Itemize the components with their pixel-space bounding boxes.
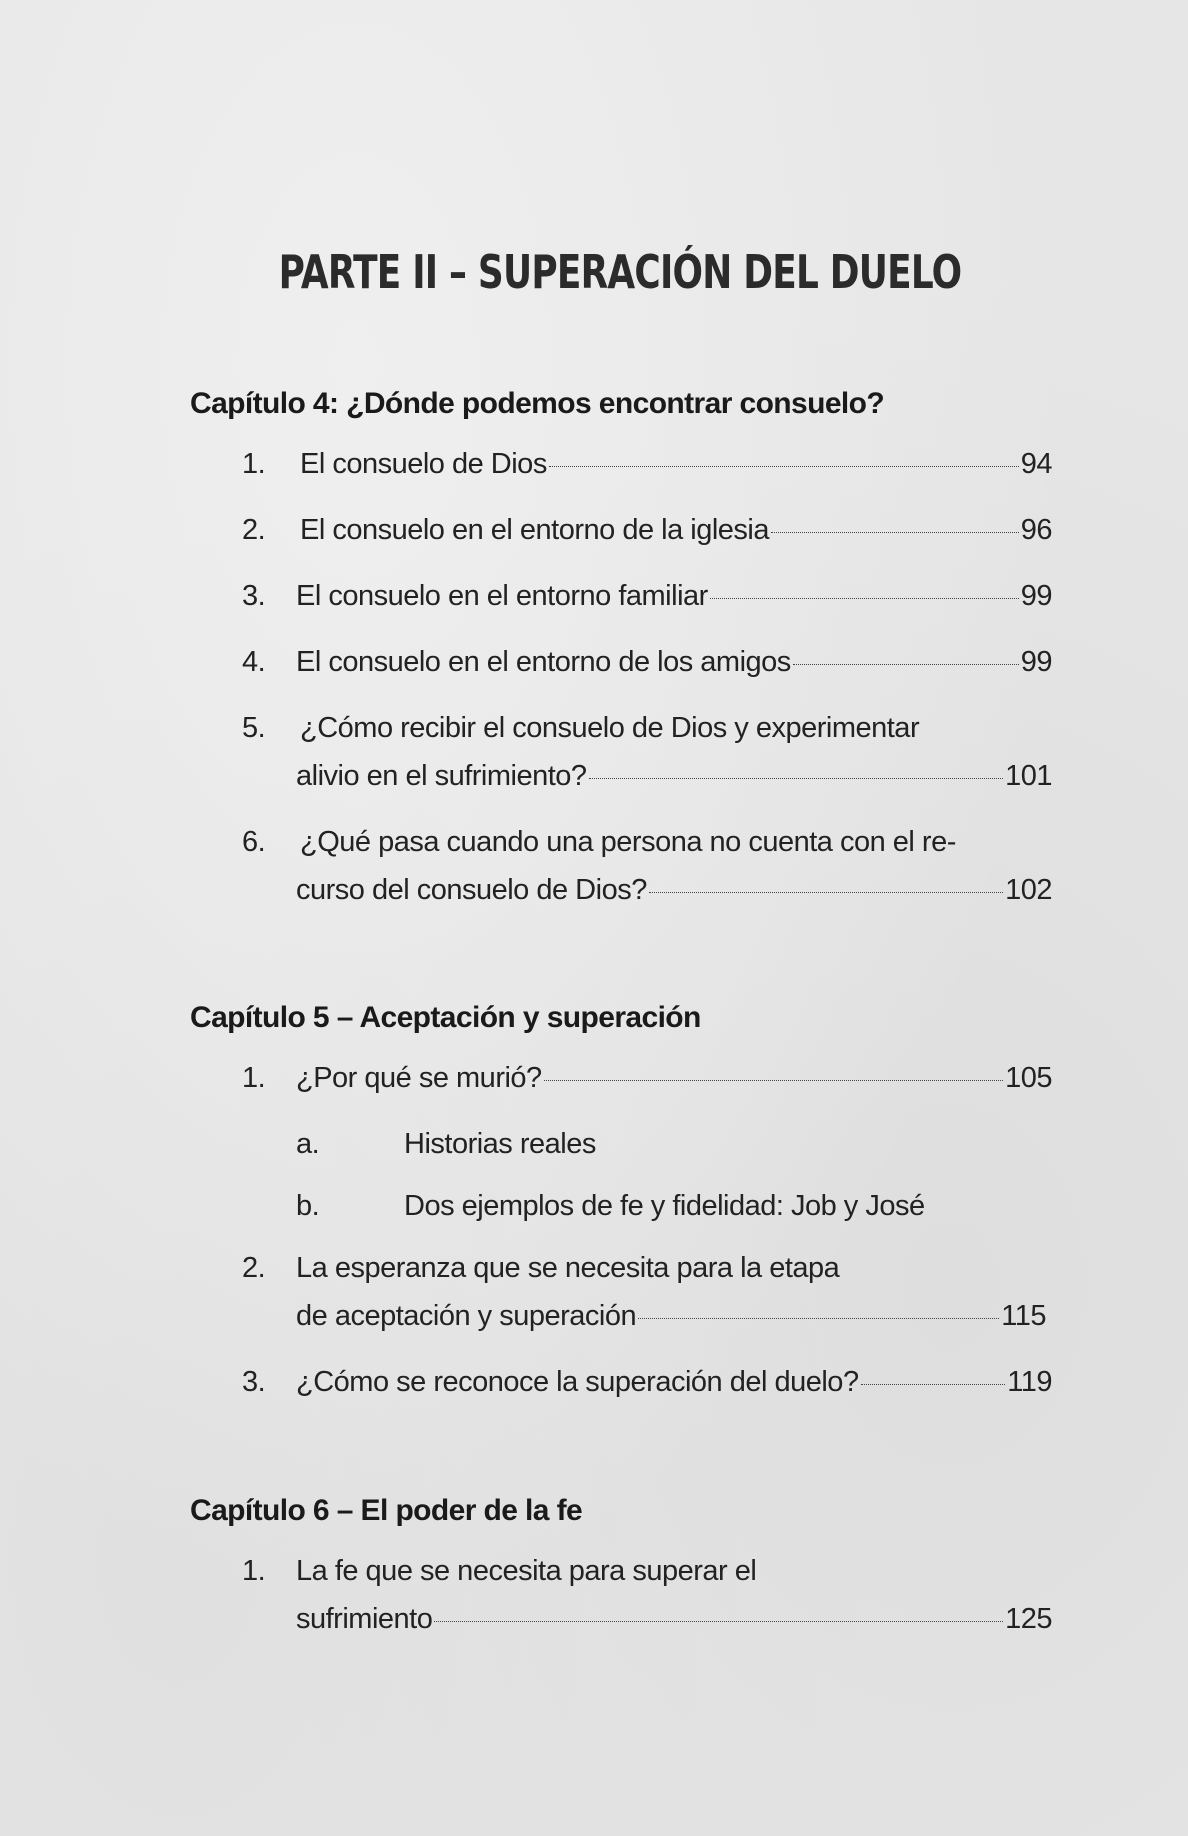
- dot-leader: [710, 598, 1019, 599]
- page-number: 94: [1020, 448, 1052, 480]
- entry-text: curso del consuelo de Dios?: [296, 874, 647, 906]
- entry-text: La esperanza que se necesita para la etapa: [296, 1252, 840, 1284]
- page-number: 102: [1005, 874, 1052, 906]
- entry-number: 5.: [242, 712, 266, 744]
- entry-text: alivio en el sufrimiento?: [296, 760, 587, 792]
- chapter-heading: Capítulo 4: ¿Dónde podemos encontrar consuelo?: [190, 387, 885, 420]
- entry-number: 3.: [242, 1366, 266, 1398]
- entry-text: La fe que se necesita para superar el: [296, 1555, 757, 1587]
- dot-leader: [793, 664, 1019, 665]
- entry-number: 1.: [242, 1062, 266, 1094]
- subentry-text: Historias reales: [404, 1128, 596, 1160]
- dot-leader: [589, 778, 1004, 779]
- dot-leader: [638, 1318, 999, 1319]
- dot-leader: [434, 1621, 1003, 1622]
- dot-leader: [544, 1080, 1003, 1081]
- page-number: 101: [1005, 760, 1052, 792]
- entry-text: El consuelo en el entorno familiar: [296, 580, 708, 612]
- entry-text: ¿Por qué se murió?: [296, 1062, 542, 1094]
- dot-leader: [649, 892, 1003, 893]
- entry-number: 1.: [242, 448, 266, 480]
- dot-leader: [771, 532, 1019, 533]
- dot-leader: [549, 466, 1019, 467]
- entry-number: 1.: [242, 1555, 266, 1587]
- entry-number: 6.: [242, 826, 266, 858]
- entry-number: 2.: [242, 1252, 266, 1284]
- dot-leader: [861, 1384, 1006, 1385]
- page-number: 99: [1020, 646, 1052, 678]
- page-number: 125: [1005, 1603, 1052, 1635]
- page-number: 99: [1020, 580, 1052, 612]
- entry-number: 4.: [242, 646, 266, 678]
- page-number: 115: [1001, 1300, 1046, 1332]
- subentry-text: Dos ejemplos de fe y fidelidad: Job y José: [404, 1190, 925, 1222]
- page-number: 119: [1007, 1366, 1052, 1398]
- entry-text: sufrimiento: [296, 1603, 433, 1635]
- entry-number: 2.: [242, 514, 266, 546]
- entry-text: ¿Cómo se reconoce la superación del duelo?: [296, 1366, 859, 1398]
- part-title: PARTE II – SUPERACIÓN DEL DUELO: [278, 245, 962, 299]
- entry-text: El consuelo en el entorno de los amigos: [296, 646, 791, 678]
- entry-text: El consuelo en el entorno de la iglesia: [300, 514, 769, 546]
- entry-text: El consuelo de Dios: [300, 448, 547, 480]
- subentry-letter: b.: [296, 1190, 320, 1222]
- entry-text: ¿Cómo recibir el consuelo de Dios y experimentar: [300, 712, 920, 744]
- entry-number: 3.: [242, 580, 266, 612]
- page-number: 96: [1020, 514, 1052, 546]
- chapter-heading: Capítulo 6 – El poder de la fe: [190, 1494, 583, 1527]
- entry-text: de aceptación y superación: [296, 1300, 637, 1332]
- subentry-letter: a.: [296, 1128, 320, 1160]
- entry-text: ¿Qué pasa cuando una persona no cuenta con el re-: [300, 826, 956, 858]
- chapter-heading: Capítulo 5 – Aceptación y superación: [190, 1001, 701, 1034]
- page-number: 105: [1005, 1062, 1052, 1094]
